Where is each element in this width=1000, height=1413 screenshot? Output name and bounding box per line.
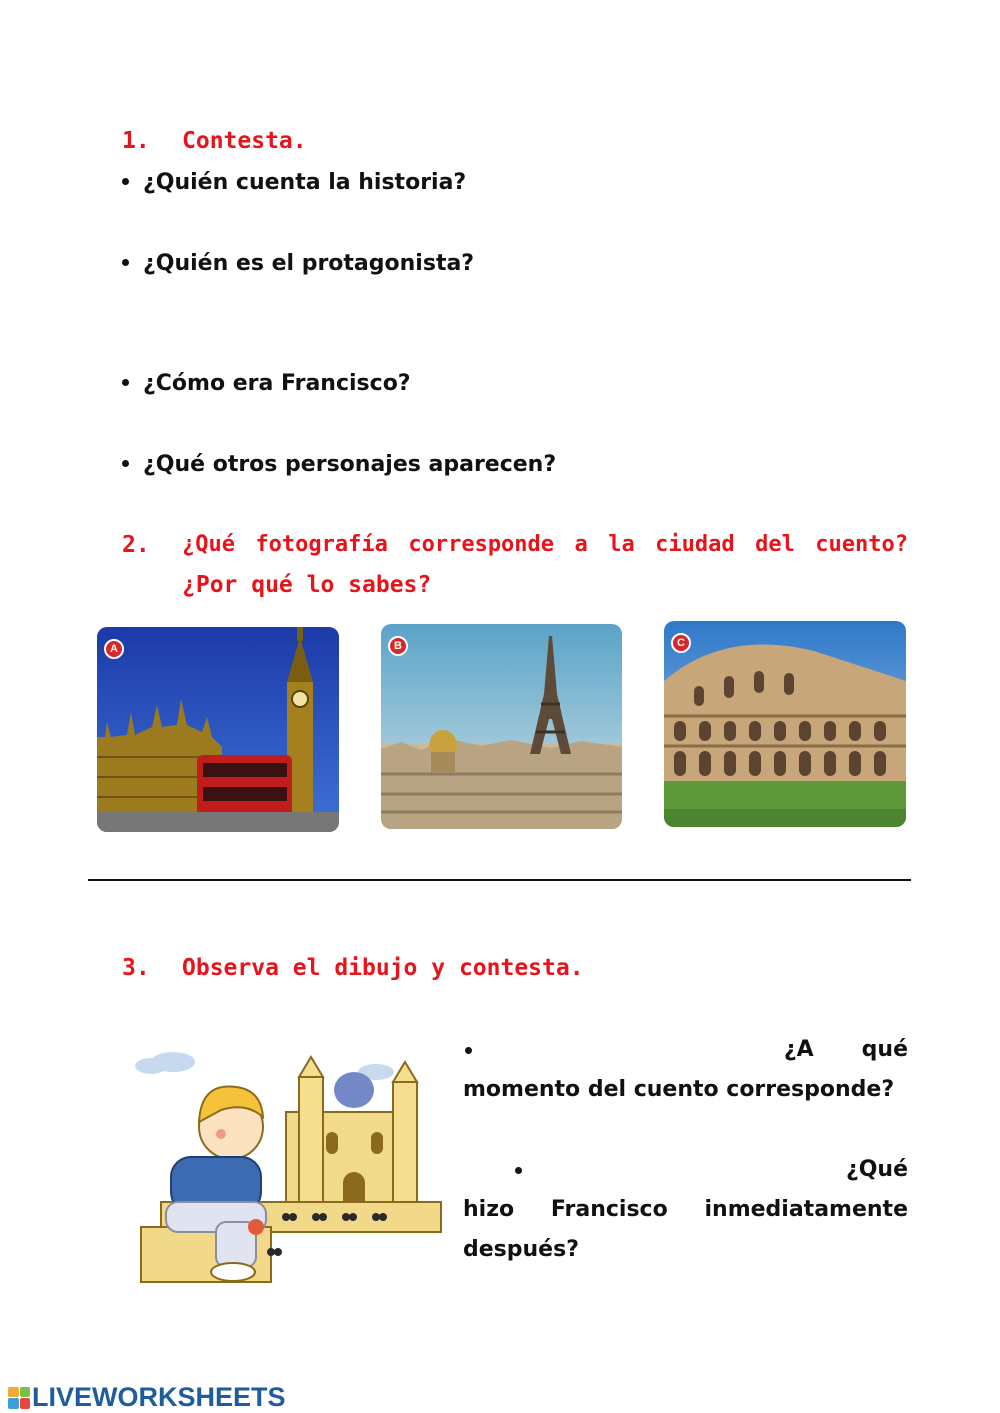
liveworksheets-brand-text: LIVEWORKSHEETS <box>32 1382 286 1412</box>
question-3-line-5: después? <box>463 1237 579 1262</box>
bullet-icon <box>122 178 129 185</box>
photo-b-paris <box>381 624 622 829</box>
question-1-bullet-1: ¿Quién cuenta la historia? <box>122 170 466 195</box>
question-3-line-1: ¿A qué <box>463 1030 908 1070</box>
london-big-ben-icon <box>97 627 339 832</box>
question-3-text-2 <box>463 1150 908 1270</box>
rome-colosseum-icon <box>664 621 906 827</box>
bullet-icon <box>515 1167 522 1174</box>
boy-sitting-illustration <box>121 1022 444 1284</box>
question-2-line-2: ¿Por qué lo sabes? <box>182 572 432 598</box>
photo-a-london <box>97 627 339 832</box>
photo-b-badge: B <box>388 636 408 656</box>
liveworksheets-logo[interactable] <box>8 1382 286 1413</box>
question-3-line-4: hizo Francisco inmediatamente <box>463 1197 908 1222</box>
question-3-heading <box>0 955 1000 985</box>
question-2-line-1: ¿Qué fotografía corresponde a la ciudad del cuento? <box>182 532 908 557</box>
question-3-title: Observa el dibujo y contesta. <box>182 955 584 981</box>
bullet-icon <box>465 1047 472 1054</box>
question-3-text-1 <box>463 1030 908 1110</box>
question-1-bullet-3: ¿Cómo era Francisco? <box>122 371 411 396</box>
question-3-line-3: ¿Qué <box>463 1150 908 1190</box>
boy-with-church-and-ants-icon <box>121 1022 444 1284</box>
answer-line <box>88 879 911 881</box>
question-2-heading <box>0 532 1000 612</box>
photo-c-badge: C <box>671 633 691 653</box>
bullet-icon <box>122 379 129 386</box>
photo-a-badge: A <box>104 639 124 659</box>
question-2-number: 2. <box>122 532 150 558</box>
liveworksheets-logo-icon <box>8 1387 30 1409</box>
question-1-title: Contesta. <box>182 128 307 154</box>
question-3-line-2: momento del cuento corresponde? <box>463 1077 895 1102</box>
question-1-bullet-2: ¿Quién es el protagonista? <box>122 251 474 276</box>
question-1-heading <box>0 128 1000 158</box>
paris-eiffel-tower-icon <box>381 624 622 829</box>
question-3-number: 3. <box>122 955 150 981</box>
bullet-icon <box>122 460 129 467</box>
photo-c-rome <box>664 621 906 827</box>
bullet-icon <box>122 259 129 266</box>
question-1-number: 1. <box>122 128 150 154</box>
question-1-bullet-4: ¿Qué otros personajes aparecen? <box>122 452 556 477</box>
